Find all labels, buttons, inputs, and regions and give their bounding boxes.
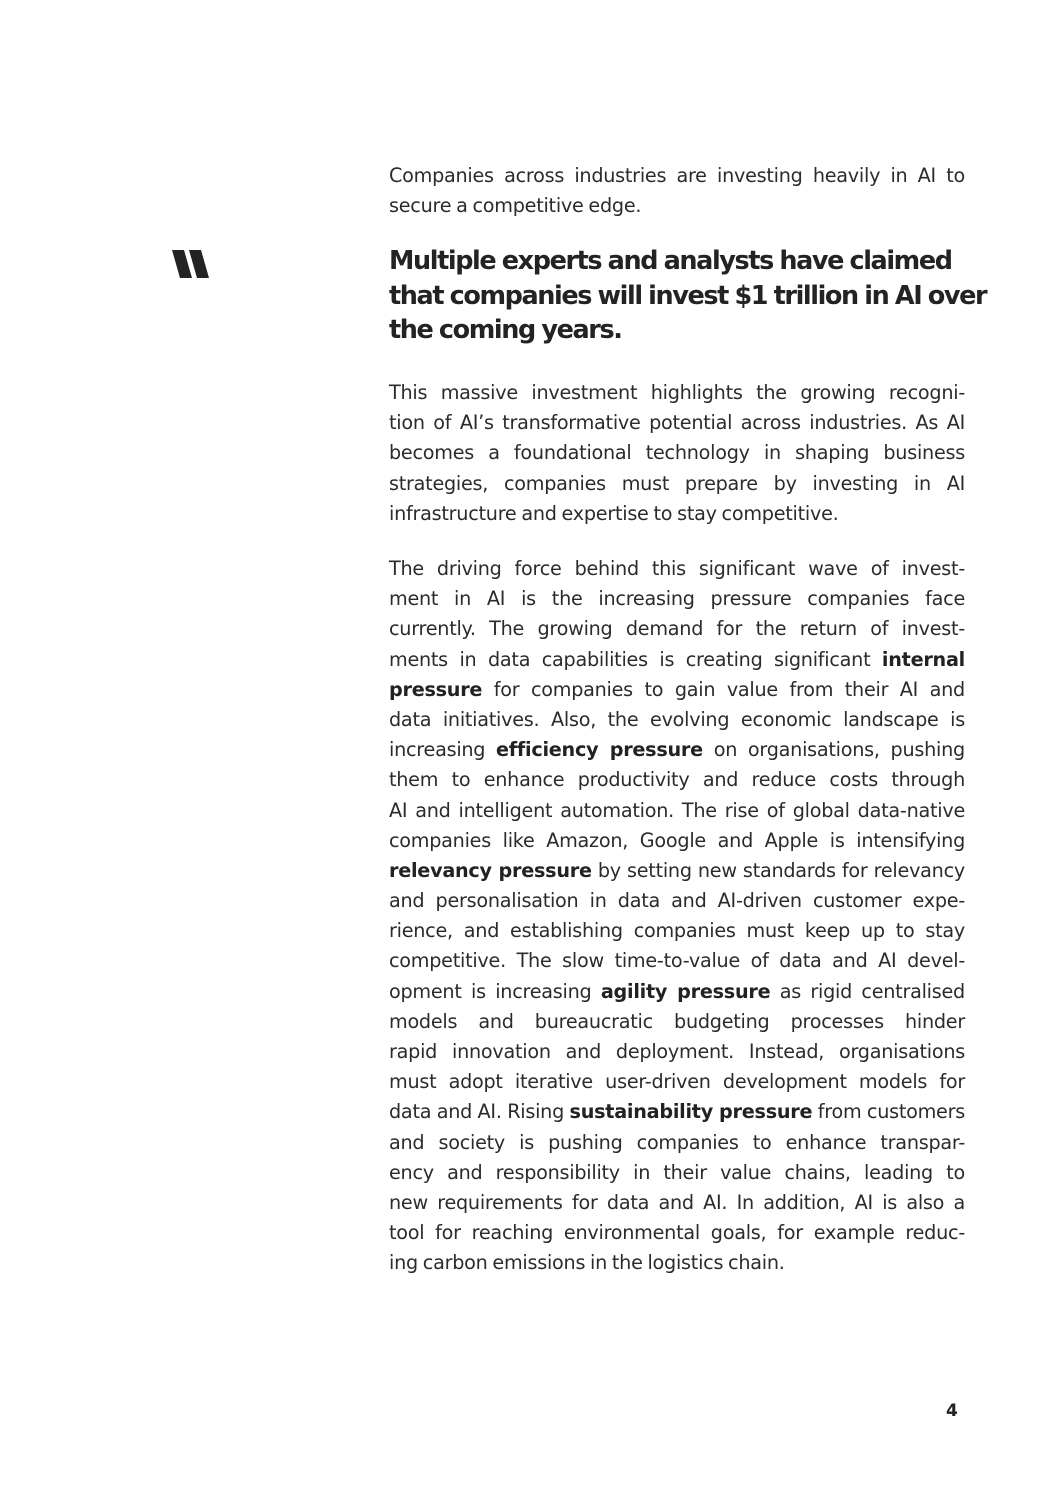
paragraph-line: strategies, companies must prepare by investing in AI bbox=[389, 471, 965, 495]
paragraph-line: AI and intelligent automation. The rise of global data-native bbox=[389, 798, 965, 822]
paragraph-line: ments in data capabilities is creating significant internal bbox=[389, 647, 965, 671]
emphasis-term: efficiency pressure bbox=[496, 738, 703, 762]
paragraph-line: tion of AI’s transformative potential across industries. As AI bbox=[389, 411, 965, 435]
intro-line: secure a competitive edge. bbox=[389, 194, 642, 218]
paragraph-line: competitive. The slow time-to-value of data and AI devel- bbox=[389, 949, 965, 973]
quote-mark-icon bbox=[172, 250, 216, 278]
paragraph-line: currently. The growing demand for the return of invest- bbox=[389, 617, 965, 641]
paragraph-line: and society is pushing companies to enhance transpar- bbox=[389, 1130, 965, 1154]
paragraph-line: tool for reaching environmental goals, for example reduc- bbox=[389, 1221, 965, 1245]
pull-quote-line: the coming years. bbox=[389, 315, 622, 345]
paragraph-line: infrastructure and expertise to stay competitive. bbox=[389, 501, 839, 525]
paragraph-line: data initiatives. Also, the evolving economic landscape is bbox=[389, 707, 965, 731]
pull-quote bbox=[389, 244, 987, 348]
paragraph-line: pressure for companies to gain value from their AI and bbox=[389, 677, 965, 701]
paragraph-line: rapid innovation and deployment. Instead, organisations bbox=[389, 1040, 965, 1063]
emphasis-term: relevancy pressure bbox=[389, 858, 592, 882]
emphasis-term: internal bbox=[881, 647, 965, 671]
page-number: 4 bbox=[946, 1401, 958, 1421]
paragraph-line: relevancy pressure by setting new standards for relevancy bbox=[389, 858, 965, 882]
emphasis-term: agility pressure bbox=[600, 979, 771, 1003]
pull-quote-line: that companies will invest $1 trillion in AI over bbox=[389, 280, 987, 311]
paragraph-line: rience, and establishing companies must keep up to stay bbox=[389, 919, 965, 943]
paragraph-line: and personalisation in data and AI-driven customer expe- bbox=[389, 889, 965, 913]
paragraph-line: ing carbon emissions in the logistics chain. bbox=[389, 1251, 785, 1275]
paragraph-line: models and bureaucratic budgeting processes hinder bbox=[389, 1009, 965, 1033]
paragraph-line: must adopt iterative user-driven development models for bbox=[389, 1070, 965, 1094]
paragraph-investment bbox=[389, 378, 965, 529]
paragraph-line: increasing efficiency pressure on organisations, pushing bbox=[389, 738, 965, 762]
pull-quote-line: Multiple experts and analysts have claimed bbox=[389, 246, 952, 276]
paragraph-line: data and AI. Rising sustainability pressure from customers bbox=[389, 1100, 965, 1124]
paragraph-line: them to enhance productivity and reduce costs through bbox=[389, 768, 965, 792]
emphasis-term: pressure bbox=[389, 677, 483, 701]
intro-paragraph bbox=[389, 161, 965, 221]
intro-line: Companies across industries are investing heavily in AI to bbox=[389, 164, 965, 187]
paragraph-line: The driving force behind this significant wave of invest- bbox=[389, 557, 965, 580]
paragraph-pressures bbox=[389, 554, 965, 1279]
paragraph-line: This massive investment highlights the growing recogni- bbox=[389, 381, 965, 404]
paragraph-line: new requirements for data and AI. In addition, AI is also a bbox=[389, 1190, 965, 1214]
paragraph-line: opment is increasing agility pressure as rigid centralised bbox=[389, 979, 965, 1003]
paragraph-line: becomes a foundational technology in shaping business bbox=[389, 441, 965, 465]
paragraph-line: ment in AI is the increasing pressure companies face bbox=[389, 587, 965, 611]
paragraph-line: ency and responsibility in their value chains, leading to bbox=[389, 1160, 965, 1184]
emphasis-term: sustainability pressure bbox=[569, 1100, 813, 1124]
paragraph-line: companies like Amazon, Google and Apple is intensifying bbox=[389, 828, 965, 852]
